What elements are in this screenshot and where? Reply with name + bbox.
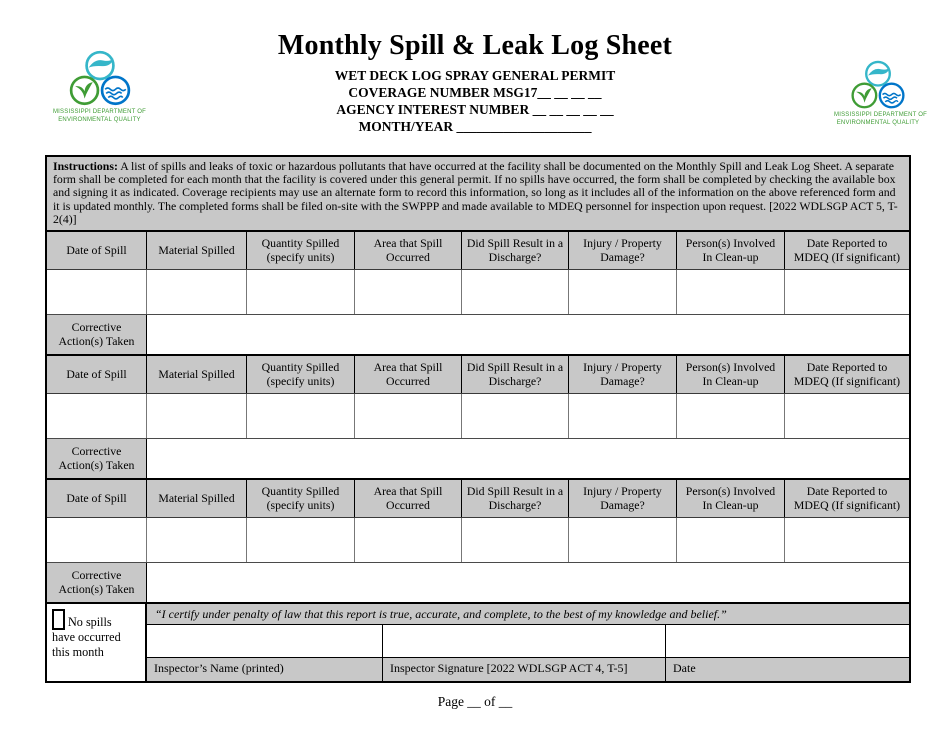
spill-entry-cell[interactable] <box>569 518 677 562</box>
instructions-text: A list of spills and leaks of toxic or hazardous pollutants that have occurred at the facility shall be documented on the Monthly Spill and Leak Log Sheet. A separate form shall be completed for each month that the facility is covered under this general permit. If no spills have occurred, the form shall be completed by checking the available box and signing it as indicated. Coverage recipients may use an alternate form to record this information, so long as it includes all of the information on the above referenced form and it is updated monthly. The completed forms shall be filed on-site with the SWPPP and made available to MDEQ personnel for inspection upon request. [2022 WDLSGP ACT 5, T-2(4)] <box>53 159 898 226</box>
date-field[interactable] <box>666 625 909 657</box>
log-section-1 <box>47 232 909 356</box>
spill-entry-cell[interactable] <box>147 518 247 562</box>
certification-block <box>47 604 909 681</box>
corrective-action-row <box>47 439 909 478</box>
spill-entry-cell[interactable] <box>569 270 677 314</box>
spill-entry-cell[interactable] <box>785 270 909 314</box>
spill-entry-cell[interactable] <box>677 270 785 314</box>
column-header-date-reported: Date Reported to MDEQ (If significant) <box>793 236 901 264</box>
column-header-quantity-spilled: Quantity Spilled (specify units) <box>247 356 355 393</box>
column-header-quantity-spilled: Quantity Spilled (specify units) <box>247 480 355 517</box>
spill-entry-cell[interactable] <box>247 518 355 562</box>
column-header-row <box>47 356 909 394</box>
wave-circle <box>866 62 890 86</box>
instructions-label: Instructions: <box>53 159 118 173</box>
spill-entry-cell[interactable] <box>462 270 569 314</box>
spill-entry-cell[interactable] <box>569 394 677 438</box>
spill-entry-cell[interactable] <box>147 270 247 314</box>
logo-org-name: MISSISSIPPI DEPARTMENT OF ENVIRONMENTAL QUALITY <box>52 109 147 123</box>
spill-entry-cell[interactable] <box>462 518 569 562</box>
water-circle <box>102 77 129 104</box>
spill-entry-cell[interactable] <box>785 394 909 438</box>
column-header-discharge: Did Spill Result in a Discharge? <box>462 480 569 517</box>
column-header-cleanup: Person(s) Involved In Clean-up <box>677 356 785 393</box>
agency-interest-line: AGENCY INTEREST NUMBER __ __ __ __ __ <box>336 102 614 117</box>
log-section-3 <box>47 480 909 604</box>
column-header-injury: Injury / Property Damage? <box>569 232 677 269</box>
mdeq-logo-right <box>834 60 928 127</box>
spill-entry-cell[interactable] <box>355 518 462 562</box>
mdeq-logo-icon <box>67 50 133 108</box>
logo-org-name: MISSISSIPPI DEPARTMENT OF ENVIRONMENTAL QUALITY <box>834 112 928 126</box>
spill-log-form <box>45 155 911 683</box>
page-number: Page __ of __ <box>437 694 513 709</box>
column-header-injury: Injury / Property Damage? <box>569 356 677 393</box>
column-header-material-spilled: Material Spilled <box>147 232 247 269</box>
inspector-name-label: Inspector’s Name (printed) <box>147 658 383 681</box>
column-header-material-spilled: Material Spilled <box>147 356 247 393</box>
spill-entry-cell[interactable] <box>247 270 355 314</box>
spill-entry-cell[interactable] <box>247 394 355 438</box>
spill-entry-cell[interactable] <box>677 394 785 438</box>
column-header-area: Area that Spill Occurred <box>355 480 462 517</box>
column-header-discharge: Did Spill Result in a Discharge? <box>462 232 569 269</box>
instructions-block <box>47 157 909 232</box>
spill-entry-cell[interactable] <box>47 394 147 438</box>
permit-subtitle: WET DECK LOG SPRAY GENERAL PERMIT <box>334 68 616 83</box>
column-header-date-reported: Date Reported to MDEQ (If significant) <box>793 360 901 388</box>
plant-circle <box>853 84 877 108</box>
column-header-cleanup: Person(s) Involved In Clean-up <box>677 232 785 269</box>
inspector-signature-field[interactable] <box>383 625 666 657</box>
log-section-2 <box>47 356 909 480</box>
no-spills-label: No spills <box>68 615 112 630</box>
column-header-row <box>47 480 909 518</box>
mdeq-logo-left <box>52 50 147 124</box>
column-header-area: Area that Spill Occurred <box>355 356 462 393</box>
water-circle <box>880 84 904 108</box>
no-spills-checkbox[interactable] <box>52 609 65 630</box>
corrective-action-row <box>47 315 909 354</box>
column-header-injury: Injury / Property Damage? <box>569 480 677 517</box>
corrective-action-label: Corrective Action(s) Taken <box>47 439 147 478</box>
column-header-quantity-spilled: Quantity Spilled (specify units) <box>247 232 355 269</box>
column-header-discharge: Did Spill Result in a Discharge? <box>462 356 569 393</box>
spill-entry-row <box>47 270 909 315</box>
column-header-date-of-spill: Date of Spill <box>47 480 147 517</box>
corrective-action-cell[interactable] <box>147 439 909 478</box>
corrective-action-row <box>47 563 909 602</box>
column-header-date-of-spill: Date of Spill <box>47 232 147 269</box>
date-label: Date <box>673 661 696 676</box>
spill-entry-cell[interactable] <box>355 270 462 314</box>
column-header-row <box>47 232 909 270</box>
certification-statement: “I certify under penalty of law that this report is true, accurate, and complete, to the best of my knowledge and belief.” <box>147 604 909 625</box>
corrective-action-label: Corrective Action(s) Taken <box>47 315 147 354</box>
spill-entry-row <box>47 518 909 563</box>
column-header-date-reported: Date Reported to MDEQ (If significant) <box>793 484 901 512</box>
certification-right <box>147 604 909 681</box>
column-header-material-spilled: Material Spilled <box>147 480 247 517</box>
coverage-number-line: COVERAGE NUMBER MSG17__ __ __ __ <box>348 85 602 100</box>
column-header-cleanup: Person(s) Involved In Clean-up <box>677 480 785 517</box>
spill-entry-cell[interactable] <box>355 394 462 438</box>
signature-label-row <box>147 658 909 681</box>
column-header-date-of-spill: Date of Spill <box>47 356 147 393</box>
spill-entry-cell[interactable] <box>677 518 785 562</box>
column-header-area: Area that Spill Occurred <box>355 232 462 269</box>
signature-entry-row <box>147 625 909 658</box>
no-spills-cell <box>47 604 147 681</box>
corrective-action-cell[interactable] <box>147 315 909 354</box>
spill-entry-cell[interactable] <box>47 518 147 562</box>
corrective-action-cell[interactable] <box>147 563 909 602</box>
spill-entry-cell[interactable] <box>47 270 147 314</box>
wave-circle <box>86 52 113 79</box>
spill-entry-cell[interactable] <box>147 394 247 438</box>
spill-entry-cell[interactable] <box>785 518 909 562</box>
spill-entry-row <box>47 394 909 439</box>
no-spills-label: have occurred <box>52 630 121 645</box>
inspector-name-field[interactable] <box>147 625 383 657</box>
mdeq-logo-icon <box>849 60 907 111</box>
inspector-signature-label: Inspector Signature [2022 WDLSGP ACT 4, T-5] <box>383 658 666 681</box>
corrective-action-label: Corrective Action(s) Taken <box>47 563 147 602</box>
page-title: Monthly Spill & Leak Log Sheet <box>277 30 673 61</box>
month-year-line: MONTH/YEAR ____________________ <box>358 119 592 134</box>
plant-circle <box>71 77 98 104</box>
spill-entry-cell[interactable] <box>462 394 569 438</box>
no-spills-label: this month <box>52 645 104 660</box>
